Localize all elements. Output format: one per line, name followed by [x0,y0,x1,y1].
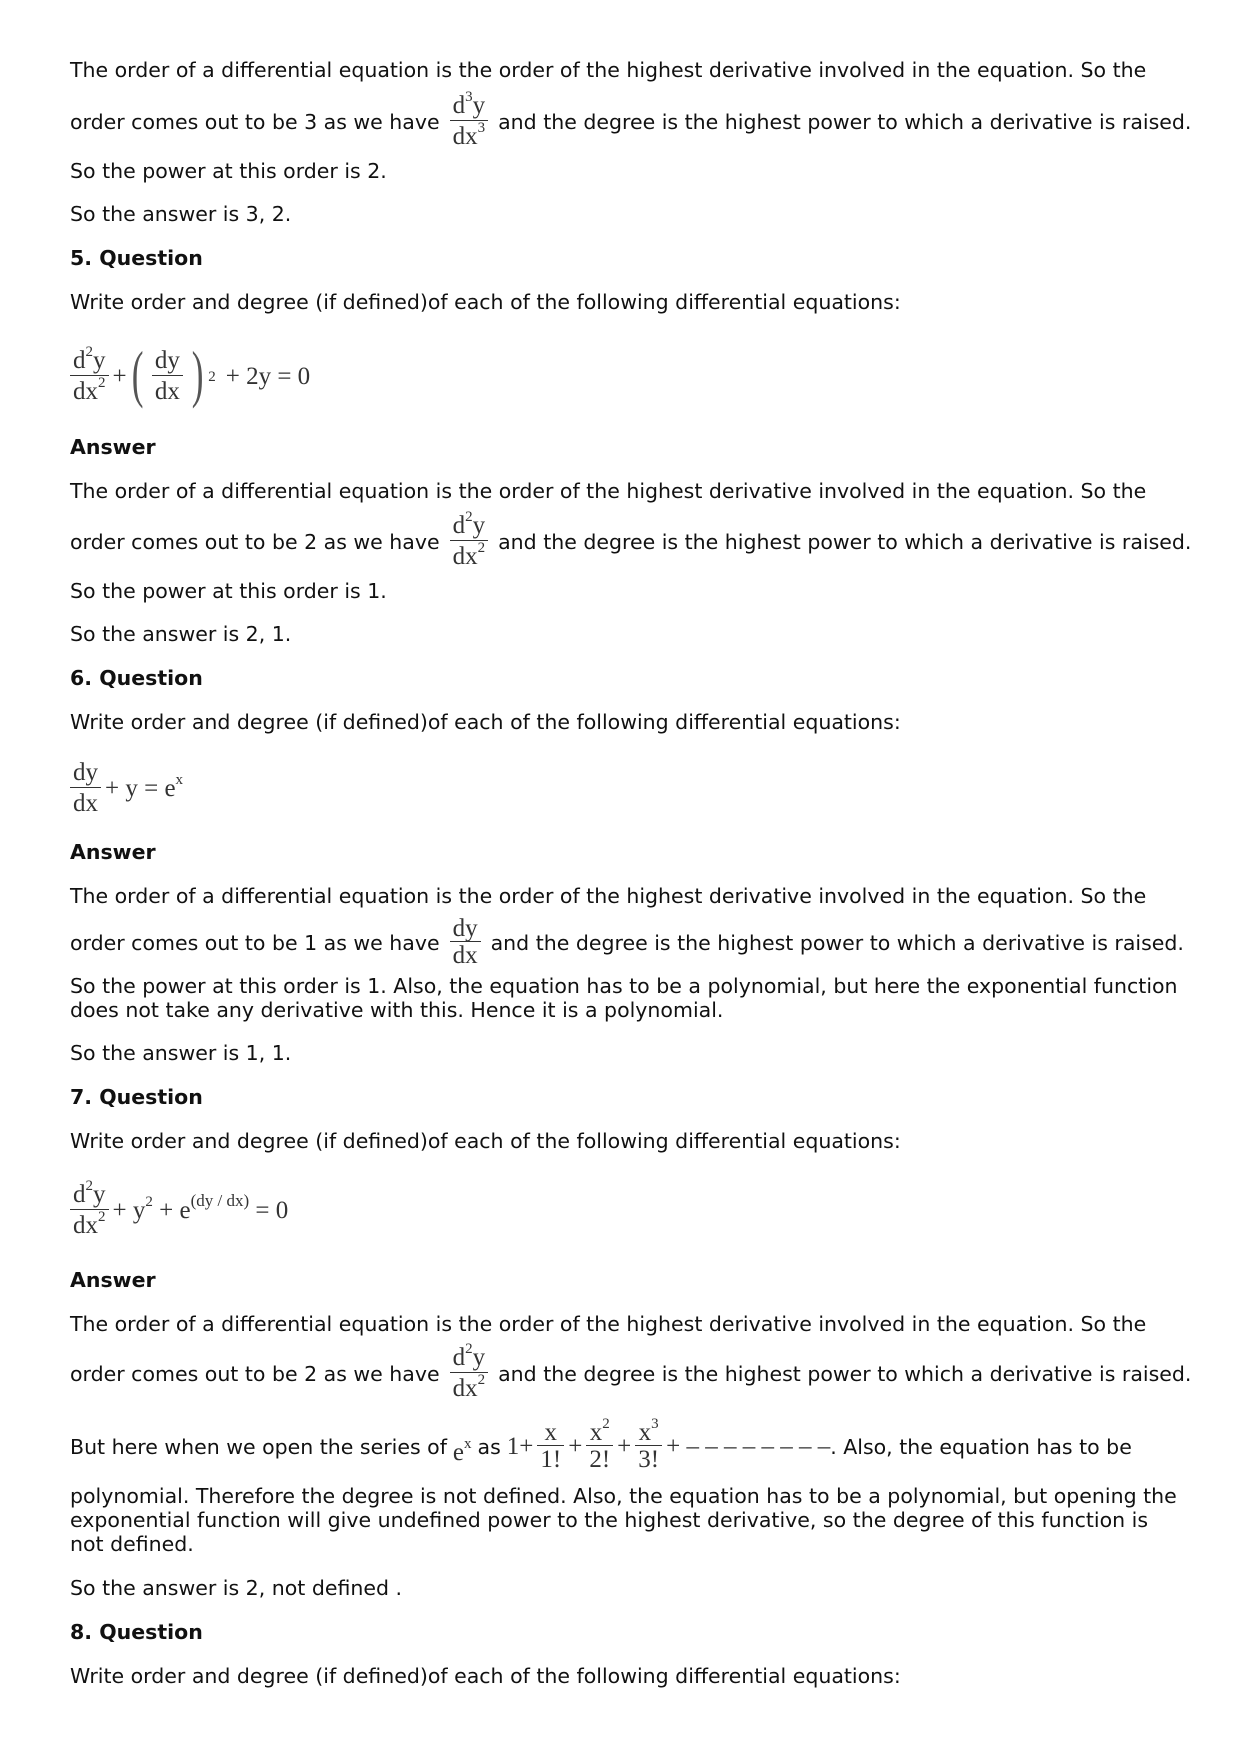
q4-line2-pre: order comes out to be 3 as we have [70,110,440,134]
q7-series-post: . Also, the equation has to be [830,1435,1132,1459]
q4-answer-line2 [70,86,1192,158]
q5-line2-post: and the degree is the highest power to which a derivative is raised. [498,530,1192,554]
q7-line2-post: and the degree is the highest power to which a derivative is raised. [498,1362,1192,1386]
q6-derivative-fraction: $\frac{dy}{dx}$ [450,918,481,968]
q7-series-pre: But here when we open the series of [70,1435,447,1459]
q6-power-line: So the power at this order is 1. Also, the equation has to be a polynomial, but here the exponential function does not take any derivative with this. Hence it is a polynomial. [70,974,1178,1022]
q5-equation: $\frac{d^2y}{dx^2}$ + ( $\frac{dy}{dx}$ ) 2 + 2y = 0 [70,336,310,418]
q5-derivative-fraction: $\frac{d^2y}{dx^2}$ [450,513,489,571]
q7-heading: 7. Question [70,1085,203,1109]
q6-line2-post: and the degree is the highest power to which a derivative is raised. [490,931,1184,955]
q5-prompt: Write order and degree (if defined)of each of the following differential equations: [70,290,901,314]
q5-answer-line1: The order of a differential equation is the order of the highest derivative involved in the equation. So the [70,479,1147,503]
q7-answer-label: Answer [70,1268,156,1292]
q4-derivative-fraction: $\frac{d^3y}{dx^3}$ [450,93,489,151]
q7-final-answer: So the answer is 2, not defined . [70,1576,403,1600]
q7-answer-line1: The order of a differential equation is the order of the highest derivative involved in the equation. So the [70,1312,1147,1336]
q7-prompt: Write order and degree (if defined)of each of the following differential equations: [70,1129,901,1153]
q4-line2-post: and the degree is the highest power to which a derivative is raised. [498,110,1192,134]
q4-final-answer: So the answer is 3, 2. [70,202,292,226]
q6-prompt: Write order and degree (if defined)of each of the following differential equations: [70,710,901,734]
q5-final-answer: So the answer is 2, 1. [70,622,292,646]
q6-heading: 6. Question [70,666,203,690]
q7-series-mid: as [477,1435,501,1459]
q8-heading: 8. Question [70,1620,203,1644]
q7-series-rest: polynomial. Therefore the degree is not defined. Also, the equation has to be a polynomial, but opening the exponential function will give undefined power to the highest derivative, so the degree of this function is not defined. [70,1484,1177,1556]
q5-power-line: So the power at this order is 1. [70,579,387,603]
q6-line2-pre: order comes out to be 1 as we have [70,931,440,955]
q6-answer-line2 [70,910,1184,976]
q5-answer-label: Answer [70,435,156,459]
q7-line2-pre: order comes out to be 2 as we have [70,1362,440,1386]
q7-series-line [70,1412,1180,1482]
q8-prompt: Write order and degree (if defined)of each of the following differential equations: [70,1664,901,1688]
q6-answer-line1: The order of a differential equation is the order of the highest derivative involved in the equation. So the [70,884,1147,908]
q6-answer-label: Answer [70,840,156,864]
q6-final-answer: So the answer is 1, 1. [70,1041,292,1065]
q7-exp-symbol: $e^x$ [452,1436,472,1466]
q6-equation: $\frac{dy}{dx}$ + $y = e^x$ [70,752,183,826]
q4-answer-line1: The order of a differential equation is the order of the highest derivative involved in the equation. So the [70,58,1147,82]
q4-power-line: So the power at this order is 2. [70,159,387,183]
q5-heading: 5. Question [70,246,203,270]
q7-equation: $\frac{d^2y}{dx^2}$ + $y^2 + e^{(dy / dx)} = 0$ [70,1172,288,1250]
q5-line2-pre: order comes out to be 2 as we have [70,530,440,554]
q7-series-expansion: 1+ $\frac{x}{1!}$ + $\frac{x^2}{2!}$ + $\frac{x^3}{3!}$ + – – – – – – – – [506,1416,831,1473]
q5-answer-line2 [70,506,1192,578]
q7-answer-line2 [70,1338,1192,1410]
q7-derivative-fraction: $\frac{d^2y}{dx^2}$ [450,1345,489,1403]
